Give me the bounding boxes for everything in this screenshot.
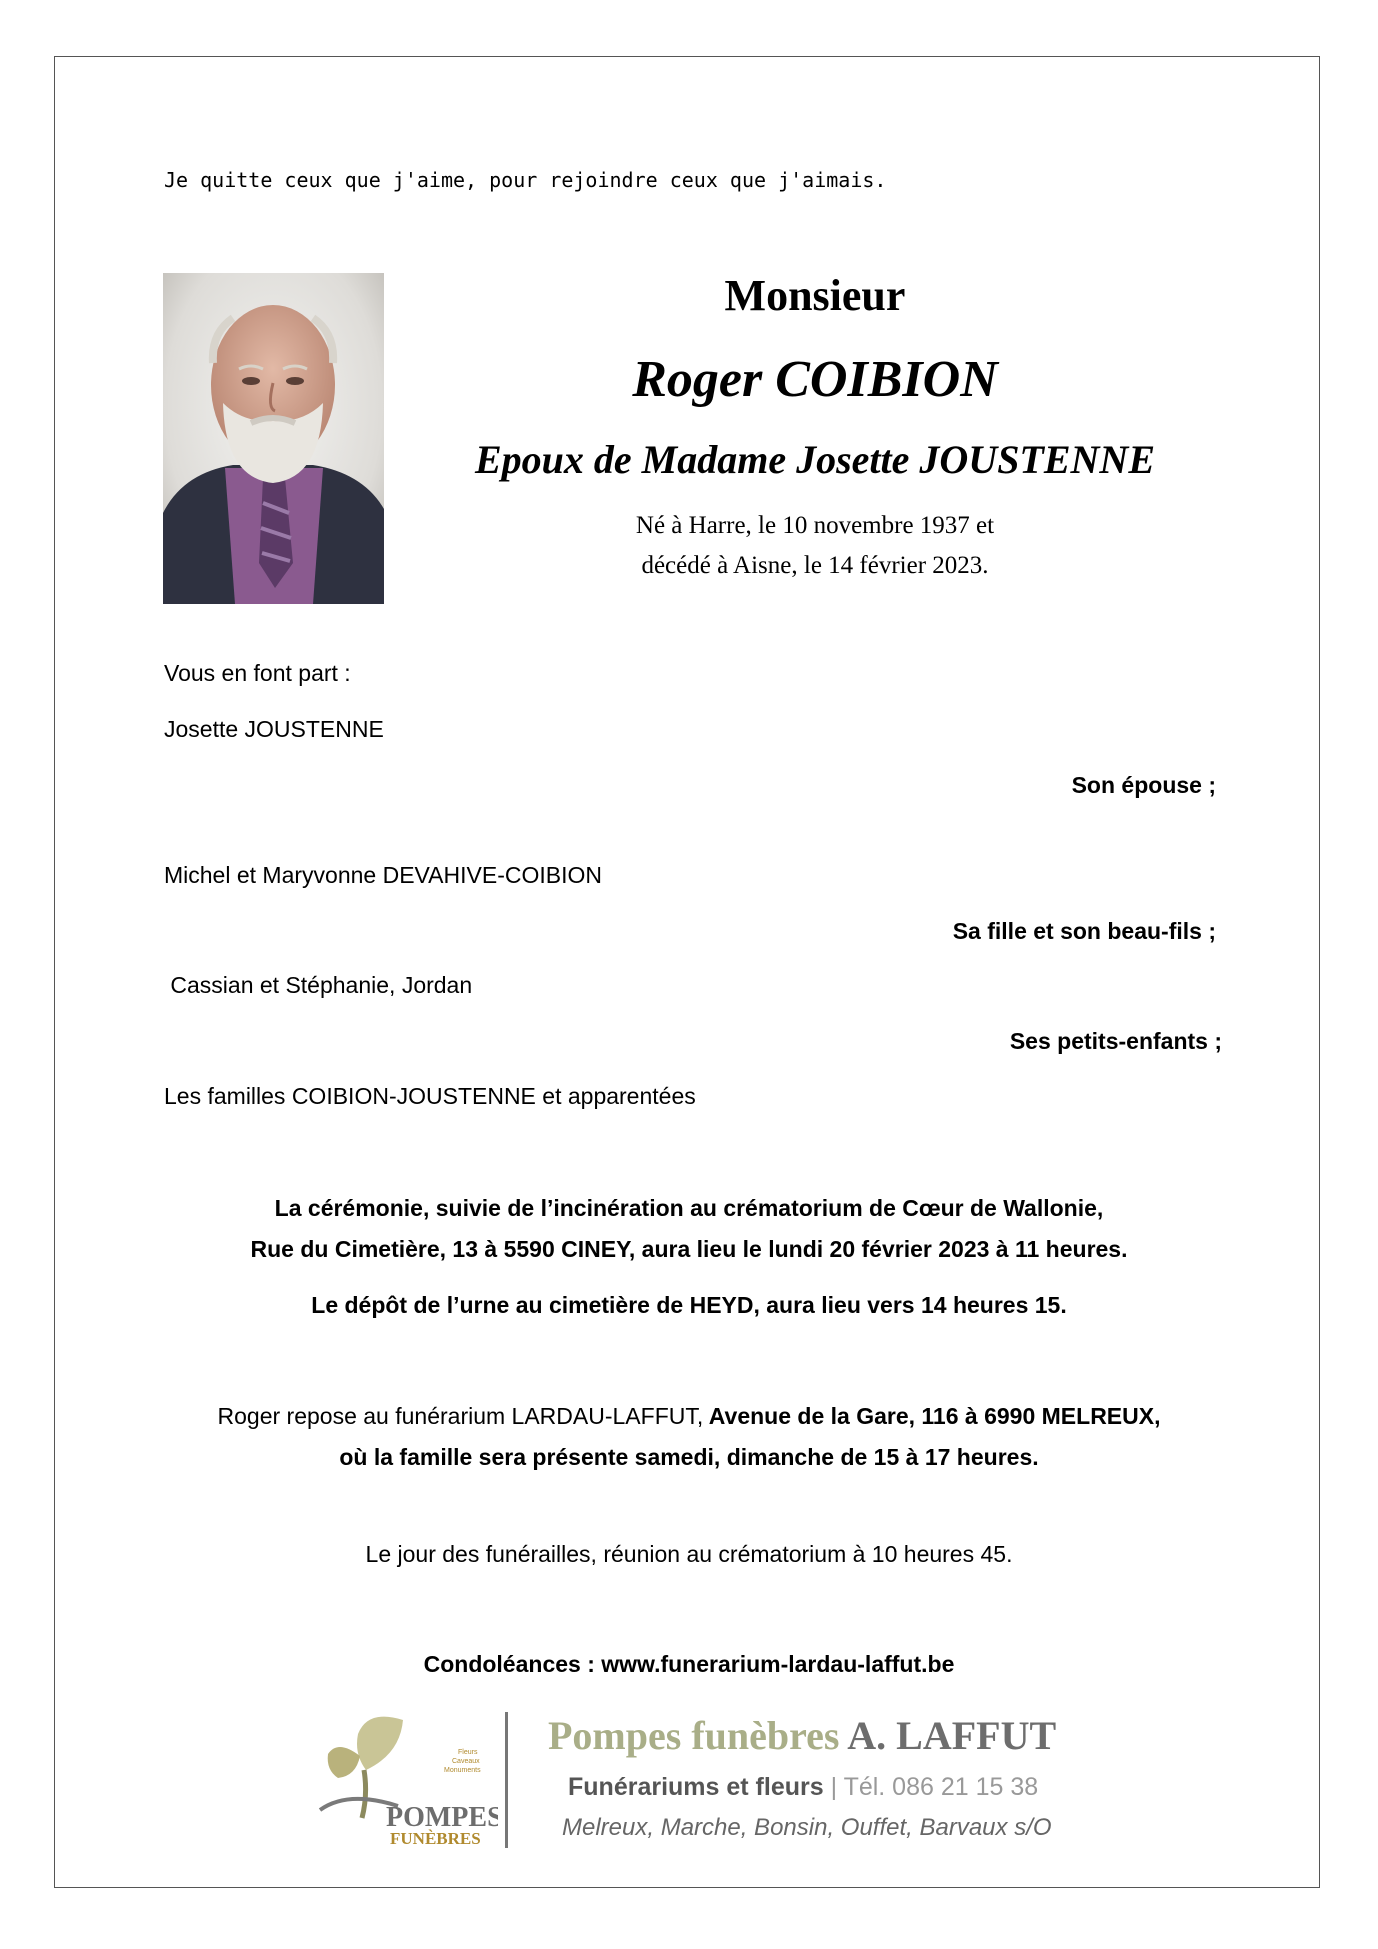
family-names: Josette JOUSTENNE (164, 716, 384, 742)
spouse-line: Epoux de Madame Josette JOUSTENNE (475, 437, 1155, 482)
death-line: décédé à Aisne, le 14 février 2023. (641, 552, 989, 579)
visitation-block (120, 1396, 1258, 1478)
meeting-line: Le jour des funérailles, réunion au crématorium à 10 heures 45. (365, 1541, 1013, 1567)
footer-divider (505, 1712, 508, 1848)
deceased-name: Roger COIBION (632, 351, 998, 408)
company-subtitle (568, 1773, 1038, 1802)
civility-title: Monsieur (724, 271, 906, 320)
family-relation: Ses petits-enfants ; (1009, 1028, 1222, 1054)
visitation-address: Avenue de la Gare, 116 à 6990 MELREUX, (703, 1403, 1161, 1429)
opening-quote: Je quitte ceux que j'aime, pour rejoindre ceux que j'aimais. (164, 168, 887, 192)
logo-text-bottom: FUNÈBRES (390, 1829, 481, 1848)
birth-line: Né à Harre, le 10 novembre 1937 et (635, 512, 995, 539)
family-names: Cassian et Stéphanie, Jordan (164, 972, 473, 998)
family-relation: Son épouse ; (1071, 772, 1216, 798)
company-services: Funérariums et fleurs (568, 1773, 831, 1801)
logo-tagline: Monuments (444, 1767, 481, 1774)
ceremony-line: La cérémonie, suivie de l’incinération au crématorium de Cœur de Wallonie, (274, 1195, 1104, 1221)
visitation-hours: où la famille sera présente samedi, dimanche de 15 à 17 heures. (339, 1444, 1039, 1470)
urn-deposit: Le dépôt de l’urne au cimetière de HEYD, aura lieu vers 14 heures 15. (311, 1292, 1067, 1318)
logo-tagline: Caveaux (452, 1758, 480, 1765)
logo-tagline: Fleurs (458, 1749, 478, 1756)
announcement-intro: Vous en font part : (164, 660, 351, 686)
company-title-a: Pompes funèbres (548, 1713, 848, 1758)
family-relation: Sa fille et son beau-fils ; (952, 918, 1216, 944)
company-phone: | Tél. 086 21 15 38 (830, 1773, 1039, 1801)
company-logo (318, 1714, 498, 1855)
condolences-link[interactable]: Condoléances : www.funerarium-lardau-laffut.be (423, 1651, 955, 1677)
company-title (548, 1712, 1056, 1759)
families-line: Les familles COIBION-JOUSTENNE et apparentées (164, 1083, 696, 1109)
company-title-b: A. LAFFUT (847, 1713, 1057, 1758)
logo-text-top: POMPES (386, 1802, 498, 1833)
ceremony-line: Rue du Cimetière, 13 à 5590 CINEY, aura lieu le lundi 20 février 2023 à 11 heures. (250, 1236, 1128, 1262)
family-names: Michel et Maryvonne DEVAHIVE-COIBION (164, 862, 602, 888)
portrait-photo (163, 273, 384, 604)
visitation-line (120, 1396, 1258, 1437)
ceremony-block (120, 1188, 1258, 1270)
company-towns: Melreux, Marche, Bonsin, Ouffet, Barvaux s/O (562, 1814, 1052, 1841)
life-dates (400, 506, 1230, 586)
visitation-prefix: Roger repose au funérarium LARDAU-LAFFUT, (217, 1403, 704, 1429)
